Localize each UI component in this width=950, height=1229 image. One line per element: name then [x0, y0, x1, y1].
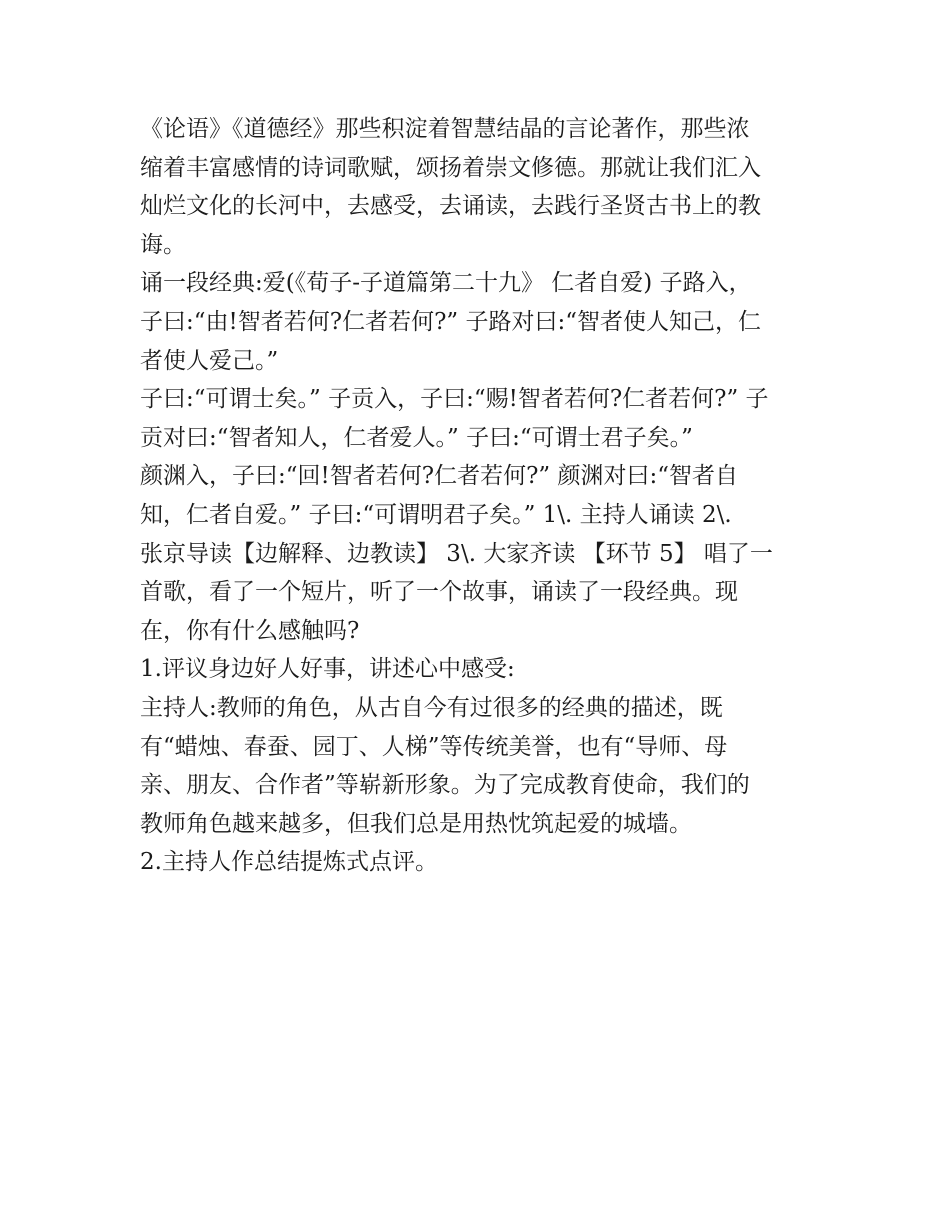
text-line: 知，仁者自爱。” 子曰:“可谓明君子矣。” 1\. 主持人诵读 2\. — [140, 501, 732, 528]
text-line: 亲、朋友、合作者”等崭新形象。为了完成教育使命，我们的 — [140, 772, 750, 799]
text-line: 张京导读【边解释、边教读】 3\. 大家齐读 【环节 5】 唱了一 — [140, 540, 773, 567]
document-body — [140, 110, 820, 882]
text-line: 教师角色越来越多，但我们总是用热忱筑起爱的城墙。 — [140, 810, 692, 837]
text-line: 缩着丰富感情的诗词歌赋，颂扬着崇文修德。那就让我们汇入 — [140, 154, 761, 181]
text-line: 颜渊入，子曰:“回!智者若何?仁者若何?” 颜渊对曰:“智者自 — [140, 463, 738, 490]
text-line: 2.主持人作总结提炼式点评。 — [140, 849, 438, 876]
text-line: 贡对曰:“智者知人，仁者爱人。” 子曰:“可谓士君子矣。” — [140, 424, 693, 451]
text-line: 有“蜡烛、春蚕、园丁、人梯”等传统美誉，也有“导师、母 — [140, 733, 728, 760]
text-line: 在，你有什么感触吗? — [140, 617, 360, 644]
text-line: 1.评议身边好人好事，讲述心中感受: — [140, 656, 515, 683]
text-line: 《论语》《道德经》那些积淀着智慧结晶的言论著作，那些浓 — [140, 116, 750, 142]
text-line: 者使人爱己。” — [140, 347, 279, 374]
text-line: 灿烂文化的长河中，去感受，去诵读，去践行圣贤古书上的教 — [140, 193, 761, 220]
text-line: 首歌，看了一个短片，听了一个故事，诵读了一段经典。现 — [140, 579, 738, 606]
text-line: 子曰:“由!智者若何?仁者若何?” 子路对曰:“智者使人知己，仁 — [140, 308, 761, 335]
text-line: 诲。 — [140, 231, 186, 258]
text-line: 主持人:教师的角色，从古自今有过很多的经典的描述，既 — [140, 694, 723, 721]
text-line: 诵一段经典:爱(《荀子-子道篇第二十九》 仁者自爱) 子路入， — [140, 270, 752, 297]
text-line: 子曰:“可谓士矣。” 子贡入，子曰:“赐!智者若何?仁者若何?” 子 — [140, 386, 769, 413]
